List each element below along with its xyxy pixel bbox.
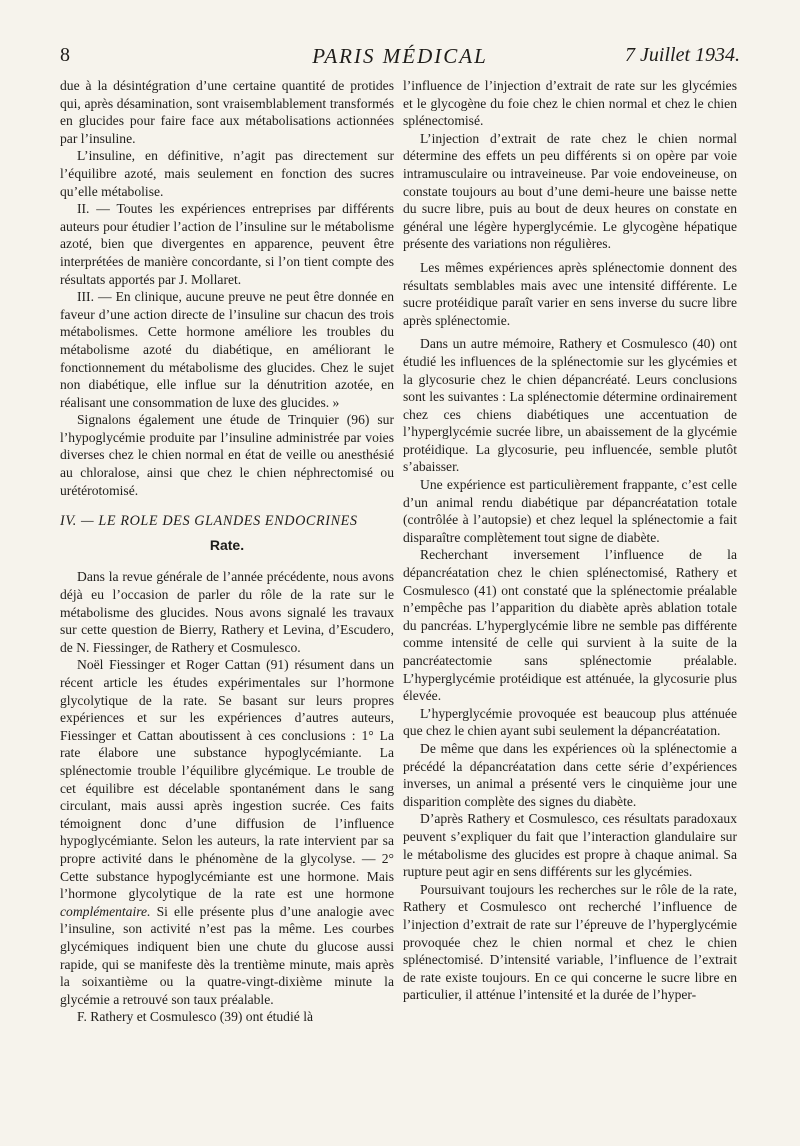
paragraph: III. — En clinique, aucune preuve ne peut être donnée en faveur d’une action directe de l’insuline sur chacun des trois métabolismes. Cette hormone améliore les troubles du métabolisme azoté du diabétique, en améliorant le fonctionnement du métabolisme des glucides. Chez le sujet non diabétique, elle influe sur la dénutrition azotée, en réalisant une consommation de luxe des glucides. » [60, 289, 394, 410]
paragraph: F. Rathery et Cosmulesco (39) ont étudié là [77, 1009, 313, 1025]
paragraph: De même que dans les expériences où la splénectomie a précédé la dépancréatation dans cette série d’expériences inverses, un animal a présenté vers le cinquième jour une disparition complète des signes du diabète. [403, 740, 737, 809]
paragraph-text: Noël Fiessinger et Roger Cattan (91) résument dans un récent article les études expérimentales sur l’hormone glycolytique de la rate. Se basant sur leurs propres expériences et sur les expériences d’autres auteurs, Fiessinger et Cattan aboutissent à ces conclusions : 1° La rate élabore une substance hypoglycémiante. La splénectomie trouble l’équilibre glycémique. Le trouble de cet équilibre est décelable spontanément dans le sang circulant, mais aussi après ingestion sucrée. Ces faits témoignent donc d’une diffusion de l’influence hypoglycémiante. Selon les auteurs, la rate intervient par sa propre activité dans le phénomène de la glycolyse. — 2° Cette substance hypoglycémiante est une hormone. Mais l’hormone glycolytique de la rate est une hormone [60, 657, 394, 902]
paragraph: Dans un autre mémoire, Rathery et Cosmulesco (40) ont étudié les influences de la splénectomie sur les glycémies et la glycosurie chez le chien dépancréaté. Leurs conclusions sont les suivantes : La splénectomie détermine ordinairement chez ces chiens diabétiques une accentuation de l’hyperglycémie sucrée libre, un abaissement de la glycémie protéidique. La glycosurie, peu influencée, semble plutôt s’abaisser. [403, 336, 737, 475]
section-heading: IV. — LE ROLE DES GLANDES ENDOCRINES [60, 513, 358, 530]
paragraph: Une expérience est particulièrement frappante, c’est celle d’un animal rendu diabétique par dépancréatation totale (contrôlée à l’autopsie) et chez lequel la splénectomie a fait disparaître complètement tout signe de diabète. [403, 477, 737, 545]
paragraph: II. — Toutes les expériences entreprises par différents auteurs pour étudier l’action de l’insuline sur le métabolisme azoté, bien que divergentes en apparence, peuvent être interprétées de manière concordante, si l’on tient compte des résultats apportés par J. Mollaret. [60, 201, 394, 287]
emphasis: complémentaire. [60, 903, 151, 919]
paragraph: Signalons également une étude de Trinquier (96) sur l’hypoglycémie produite par l’insuline administrée par voies diverses chez le chien normal en état de veille ou anesthésié au chloralose, ainsi que chez le chien néphrectomisé ou urétérotomisé. [60, 412, 394, 498]
paragraph: Dans la revue générale de l’année précédente, nous avons déjà eu l’occasion de parler du rôle de la rate sur le métabolisme des glucides. Nous avons signalé les travaux sur cette question de Bierry, Rathery et Levina, d’Escudero, de N. Fiessinger, de Rathery et Cosmulesco. [60, 569, 394, 655]
issue-date: 7 Juillet 1934. [625, 44, 740, 66]
paragraph: Recherchant inversement l’influence de la dépancréatation chez le chien splénectomisé, Rathery et Cosmulesco (41) ont constaté que la splénectomie préalable n’empêche pas l’apparition du diabète après ablation totale du pancréas. L’hyperglycémie libre ne semble pas différente comme intensité de celle qui survient à la suite de la pancréatectomie sans splénectomie préalable. L’hyperglycémie protéidique est atténuée, la glycosurie plus élevée. [403, 547, 737, 704]
right-column [403, 77, 737, 1004]
running-header [60, 44, 740, 70]
paragraph: Les mêmes expériences après splénectomie donnent des résultats semblables mais avec une intensité différente. Le sucre protéidique paraît varier en sens inverse du sucre libre après splénectomie. [403, 259, 737, 328]
left-column [60, 77, 394, 1026]
paragraph: l’influence de l’injection d’extrait de rate sur les glycémies et le glycogène du foie chez le chien normal et chez le chien splénectomisé. [403, 78, 737, 129]
paragraph: Poursuivant toujours les recherches sur le rôle de la rate, Rathery et Cosmulesco ont recherché l’influence de l’injection d’extrait de rate sur l’épreuve de l’hyperglycémie provoquée chez le chien normal et chez le chien splénectomisé. D’intensité variable, l’influence de l’extrait de rate existe toujours. En ce qui concerne le sucre libre en particulier, il atténue l’intensité et la durée de l’hyper- [403, 881, 737, 1003]
page-number: 8 [60, 44, 70, 66]
paragraph: D’après Rathery et Cosmulesco, ces résultats paradoxaux peuvent s’expliquer du fait que l’interaction glandulaire sur le métabolisme des glucides est propre à chaque animal. Sa rupture peut agir en sens différents sur les glycémies. [403, 811, 737, 880]
paragraph: due à la désintégration d’une certaine quantité de protides qui, après désamination, sont vraisemblablement transformés en glucides pour faire face aux métabolisations actionnées par l’insuline. [60, 78, 394, 146]
paragraph: L’injection d’extrait de rate chez le chien normal détermine des effets un peu différents si on opère par voie intramusculaire ou intraveineuse. Par voie endoveineuse, on constate toujours au bout d’une demi-heure une baisse nette du sucre libre, puis au bout de deux heures on constate en général une légère hyperglycémie. Le glycogène hépatique présente des variations non régulières. [403, 130, 737, 252]
journal-title: PARIS MÉDICAL [312, 44, 488, 68]
subsection-title: Rate. [209, 536, 245, 553]
paragraph: L’hyperglycémie provoquée est beaucoup plus atténuée que chez le chien ayant subi seulement la dépancréatation. [403, 705, 737, 739]
paragraph: L’insuline, en définitive, n’agit pas directement sur l’équilibre azoté, mais seulement en fonction des sucres qu’elle métabolise. [60, 148, 394, 199]
paragraph [60, 656, 394, 1008]
paragraph-text: Si elle présente plus d’une analogie avec l’insuline, son activité n’est pas la même. Les courbes glycémiques indiquent bien une chute du glucose aussi rapide, qui se manifeste dès la trentième minute, mais après la soixantième ou la quatre-vingt-dixième minute la glycémie a retrouvé son taux préalable. [60, 903, 394, 1007]
